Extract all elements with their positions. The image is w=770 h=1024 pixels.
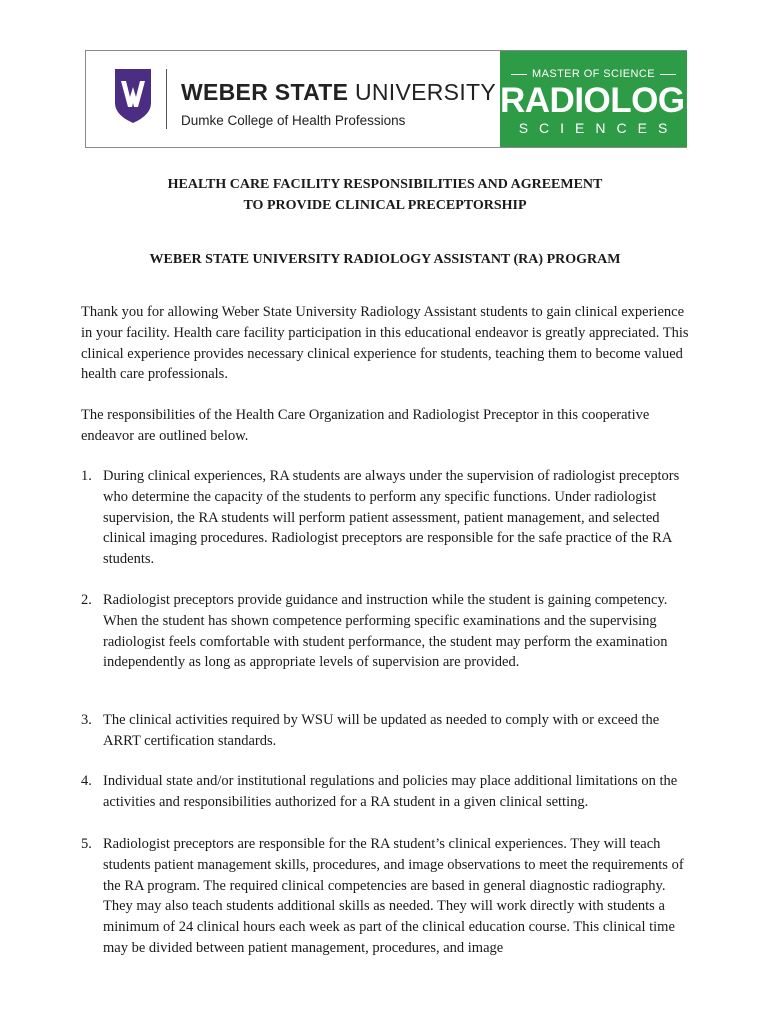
badge-program: RADIOLOGIC [500,81,719,120]
header-banner [85,50,719,148]
list-item [81,834,693,959]
responsibilities-intro: The responsibilities of the Health Care Organization and Radiologist Preceptor in this cooperative endeavor are outlined below. [81,407,650,444]
list-text: The clinical activities required by WSU will be updated as needed to comply with or exceed the ARRT certification standards. [103,712,660,749]
list-number: 5. [81,836,92,852]
university-name-light: UNIVERSITY [354,79,497,105]
college-name: Dumke College of Health Professions [181,113,406,128]
list-text: Radiologist preceptors are responsible for the RA student’s clinical experiences. They will teach students patient management skills, procedures, and image observations to meet the requirements of the RA program. The required clinical competencies are based in general diagnostic radiography. They may also teach students additional skills as needed. They will work directly with students a minimum of 24 clinical hours each week as part of the clinical education course. This clinical time may be divided between patient management, procedures, and image [103,836,684,956]
list-text: Individual state and/or institutional regulations and policies may place additional limitations on the activities and responsibilities authorized for a RA student in a given clinical setting. [103,773,678,810]
list-number: 1. [81,468,92,484]
list-item [81,466,693,570]
document-title-line2: TO PROVIDE CLINICAL PRECEPTORSHIP [243,198,527,213]
university-name [181,79,496,106]
list-item [81,710,693,752]
list-text: Radiologist preceptors provide guidance and instruction while the student is gaining competency. When the student has shown competence performing specific examinations and the supervising radiologist feels comfortable with student performance, the student may perform the examination independently as long as appropriate levels of supervision are provided. [103,592,668,671]
badge-degree-text: MASTER OF SCIENCE [532,68,655,80]
badge-subtitle: SCIENCES [518,120,679,136]
university-name-bold: WEBER STATE [181,79,349,105]
list-item [81,771,693,813]
intro-paragraph: Thank you for allowing Weber State University Radiology Assistant students to gain clinical experience in your facility. Health care facility participation in this educational endeavor is greatly appreciated. This clinical experience provides necessary clinical experience for students, teaching them to become valued health care professionals. [81,304,689,383]
program-subtitle: WEBER STATE UNIVERSITY RADIOLOGY ASSISTANT (RA) PROGRAM [149,252,621,267]
list-text: During clinical experiences, RA students are always under the supervision of radiologist preceptors who determine the capacity of the students to perform any specific functions. Under radiologist supervision, the RA students will perform patient assessment, patient management, and selected clinical imaging procedures. Radiologist preceptors are responsible for the safe practice of the RA students. [103,468,680,568]
logo-divider [166,69,167,129]
list-number: 2. [81,592,92,608]
list-number: 3. [81,712,92,728]
list-number: 4. [81,773,92,789]
wsu-shield-logo [113,67,153,125]
list-item [81,590,693,673]
document-title-line1: HEALTH CARE FACILITY RESPONSIBILITIES AND AGREEMENT [167,177,603,192]
badge-degree [500,68,687,80]
program-badge [500,51,719,147]
